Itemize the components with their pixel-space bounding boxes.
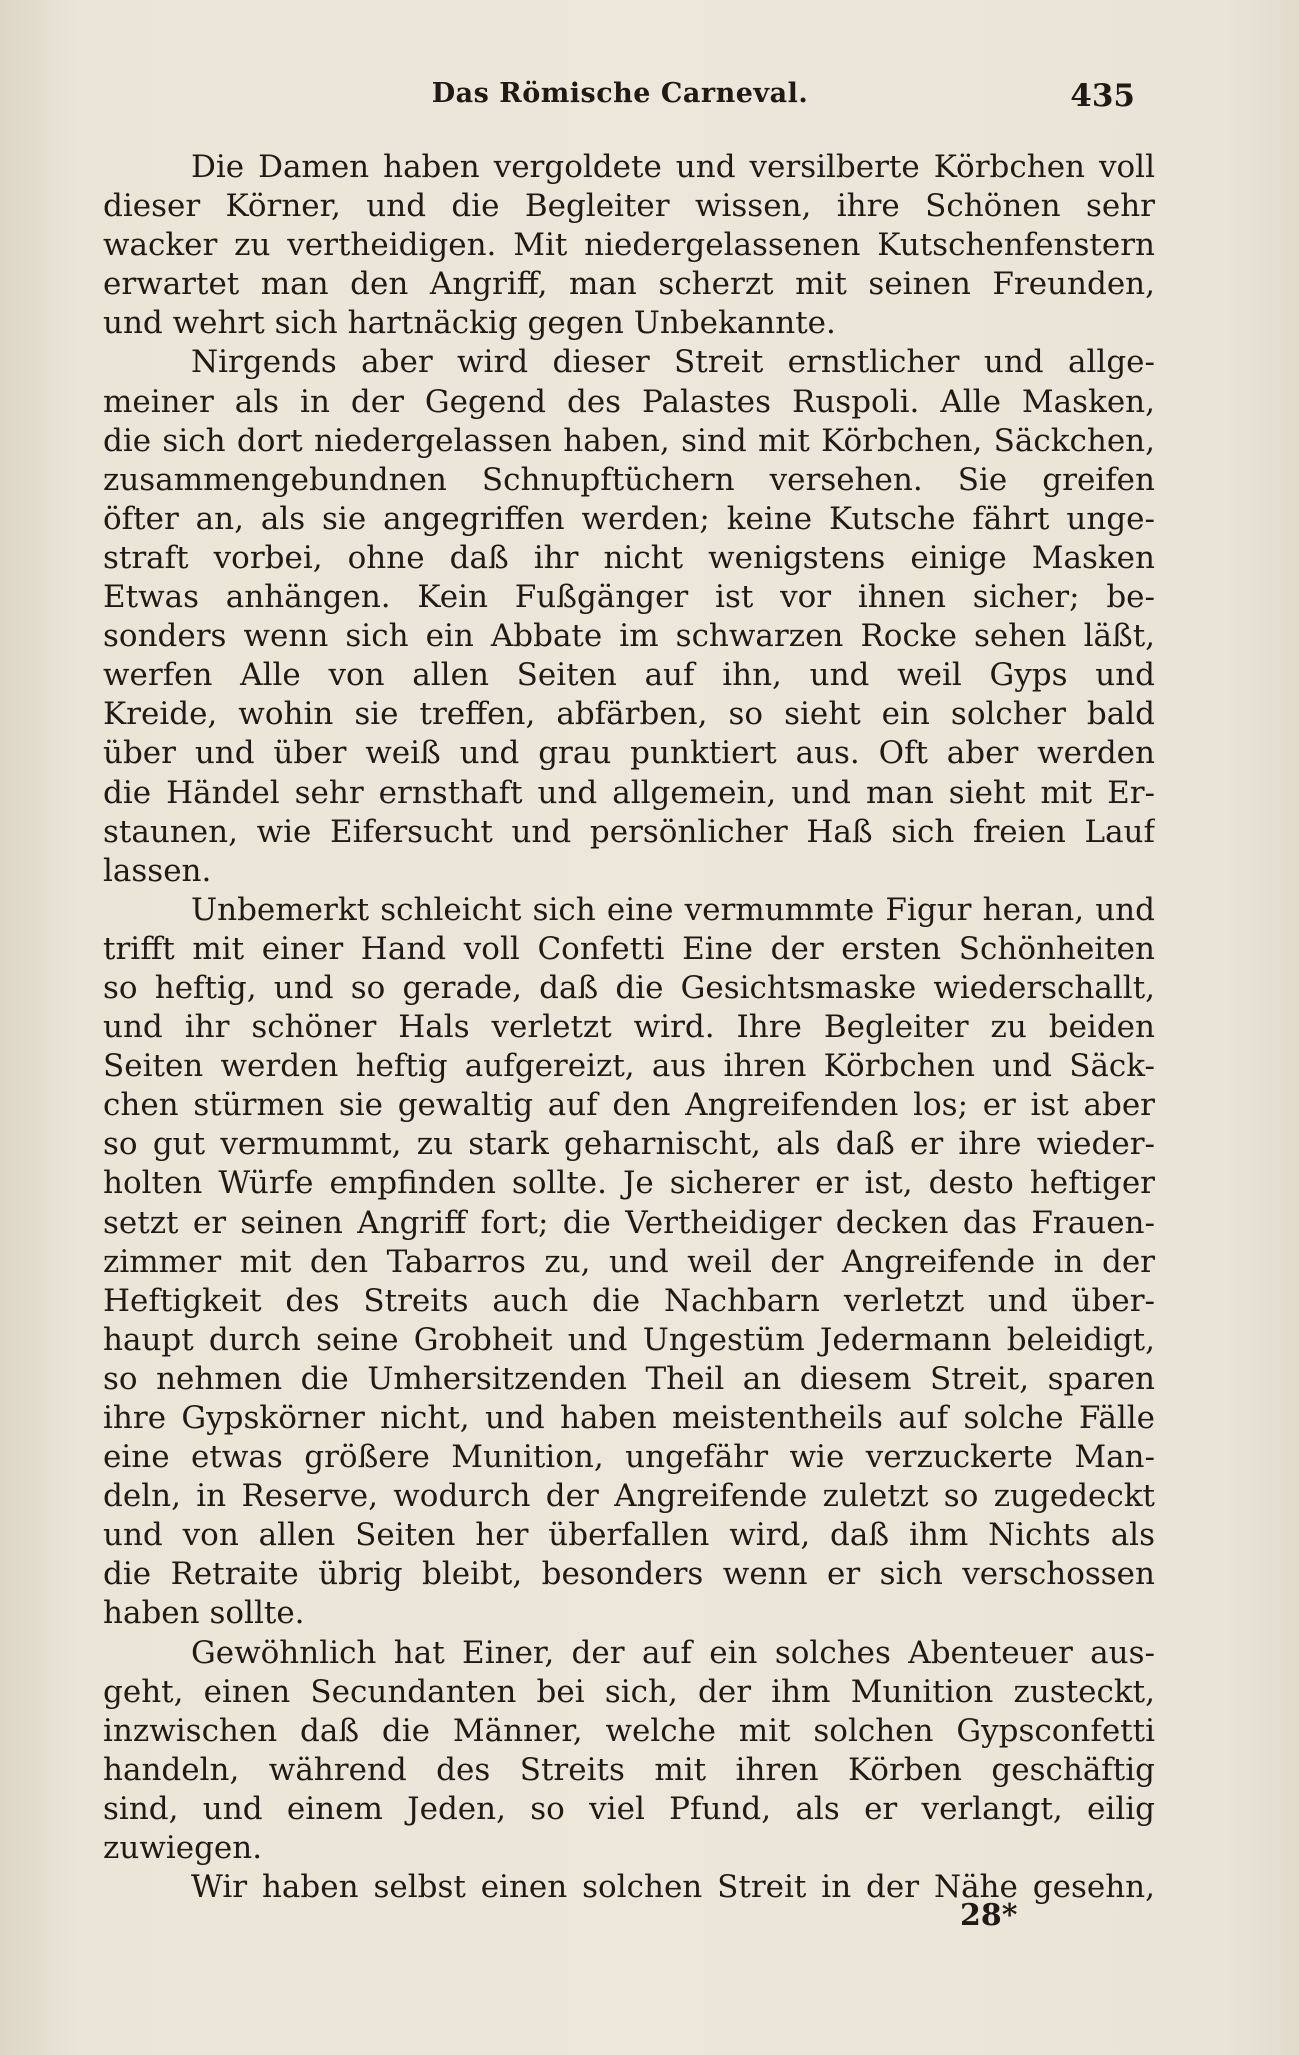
text-line: Unbemerkt schleicht sich eine vermummte Figur heran, und bbox=[191, 891, 1155, 928]
text-line: Gewöhnlich hat Einer, der auf ein solches Abenteuer aus- bbox=[191, 1634, 1155, 1671]
text-line: öfter an, als sie angegriffen werden; keine Kutsche fährt unge- bbox=[103, 500, 1155, 537]
text-line: Die Damen haben vergoldete und versilberte Körbchen voll bbox=[191, 149, 1155, 185]
body-text bbox=[103, 148, 1155, 1907]
text-line: erwartet man den Angriff, man scherzt mit seinen Freunden, bbox=[103, 266, 1155, 303]
text-line: die sich dort niedergelassen haben, sind mit Körbchen, Säckchen, bbox=[103, 422, 1155, 459]
text-line: trifft mit einer Hand voll Confetti Eine der ersten Schönheiten bbox=[103, 930, 1155, 967]
text-line: so gut vermummt, zu stark geharnischt, als daß er ihre wieder- bbox=[103, 1126, 1155, 1163]
text-line: zusammengebundnen Schnupftüchern versehen. Sie greifen bbox=[103, 461, 1155, 498]
text-line: und von allen Seiten her überfallen wird, daß ihm Nichts als bbox=[103, 1517, 1155, 1554]
text-line: und ihr schöner Hals verletzt wird. Ihre Begleiter zu beiden bbox=[103, 1009, 1155, 1046]
text-line: Etwas anhängen. Kein Fußgänger ist vor ihnen sicher; be- bbox=[103, 579, 1155, 616]
text-line: und wehrt sich hartnäckig gegen Unbekannte. bbox=[103, 305, 836, 342]
page-number: 435 bbox=[1070, 78, 1135, 114]
text-line: Wir haben selbst einen solchen Streit in der Nähe gesehn, bbox=[191, 1869, 1155, 1906]
text-line: sind, und einem Jeden, so viel Pfund, als er verlangt, eilig bbox=[103, 1790, 1155, 1827]
text-line: chen stürmen sie gewaltig auf den Angreifenden los; er ist aber bbox=[103, 1087, 1155, 1124]
text-line: über und über weiß und grau punktiert aus. Oft aber werden bbox=[103, 735, 1155, 772]
text-line: so heftig, und so gerade, daß die Gesichtsmaske wiederschallt, bbox=[103, 969, 1155, 1006]
text-line: geht, einen Secundanten bei sich, der ihm Munition zusteckt, bbox=[103, 1673, 1155, 1710]
text-line: werfen Alle von allen Seiten auf ihn, und weil Gyps und bbox=[103, 657, 1155, 694]
text-line: so nehmen die Umhersitzenden Theil an diesem Streit, sparen bbox=[103, 1360, 1155, 1397]
text-line: wacker zu vertheidigen. Mit niedergelassenen Kutschenfenstern bbox=[103, 227, 1155, 264]
text-line: straft vorbei, ohne daß ihr nicht wenigstens einige Masken bbox=[103, 539, 1155, 576]
text-line: dieser Körner, und die Begleiter wissen, ihre Schönen sehr bbox=[103, 188, 1155, 225]
text-line: setzt er seinen Angriff fort; die Vertheidiger decken das Frauen- bbox=[103, 1204, 1155, 1241]
text-line: haupt durch seine Grobheit und Ungestüm Jedermann beleidigt, bbox=[103, 1321, 1155, 1358]
running-title: Das Römische Carneval. bbox=[431, 78, 809, 109]
text-line: meiner als in der Gegend des Palastes Ruspoli. Alle Masken, bbox=[103, 383, 1155, 420]
text-line: haben sollte. bbox=[103, 1595, 305, 1632]
text-line: Nirgends aber wird dieser Streit ernstlicher und allge- bbox=[191, 344, 1155, 381]
text-line: Kreide, wohin sie treffen, abfärben, so sieht ein solcher bald bbox=[103, 696, 1155, 733]
running-head bbox=[105, 78, 1135, 118]
text-line: sonders wenn sich ein Abbate im schwarzen Rocke sehen läßt, bbox=[103, 618, 1155, 655]
text-line: Heftigkeit des Streits auch die Nachbarn verletzt und über- bbox=[103, 1282, 1155, 1319]
text-line: handeln, während des Streits mit ihren Körben geschäftig bbox=[103, 1751, 1155, 1788]
text-line: eine etwas größere Munition, ungefähr wie verzuckerte Man- bbox=[103, 1439, 1155, 1476]
text-line: staunen, wie Eifersucht und persönlicher Haß sich freien Lauf bbox=[103, 813, 1155, 850]
text-line: zuwiegen. bbox=[103, 1830, 263, 1867]
text-line: die Retraite übrig bleibt, besonders wenn er sich verschossen bbox=[103, 1556, 1155, 1593]
text-line: deln, in Reserve, wodurch der Angreifende zuletzt so zugedeckt bbox=[103, 1478, 1155, 1515]
text-line: ihre Gypskörner nicht, und haben meistentheils auf solche Fälle bbox=[103, 1400, 1155, 1436]
text-line: die Händel sehr ernsthaft und allgemein, und man sieht mit Er- bbox=[103, 774, 1155, 811]
text-line: zimmer mit den Tabarros zu, und weil der Angreifende in der bbox=[103, 1243, 1155, 1280]
text-line: inzwischen daß die Männer, welche mit solchen Gypsconfetti bbox=[103, 1712, 1155, 1749]
text-line: Seiten werden heftig aufgereizt, aus ihren Körbchen und Säck- bbox=[103, 1048, 1155, 1085]
text-line: lassen. bbox=[103, 852, 212, 889]
signature-mark: 28* bbox=[960, 1898, 1018, 1933]
text-line: holten Würfe empfinden sollte. Je sicherer er ist, desto heftiger bbox=[103, 1165, 1155, 1202]
